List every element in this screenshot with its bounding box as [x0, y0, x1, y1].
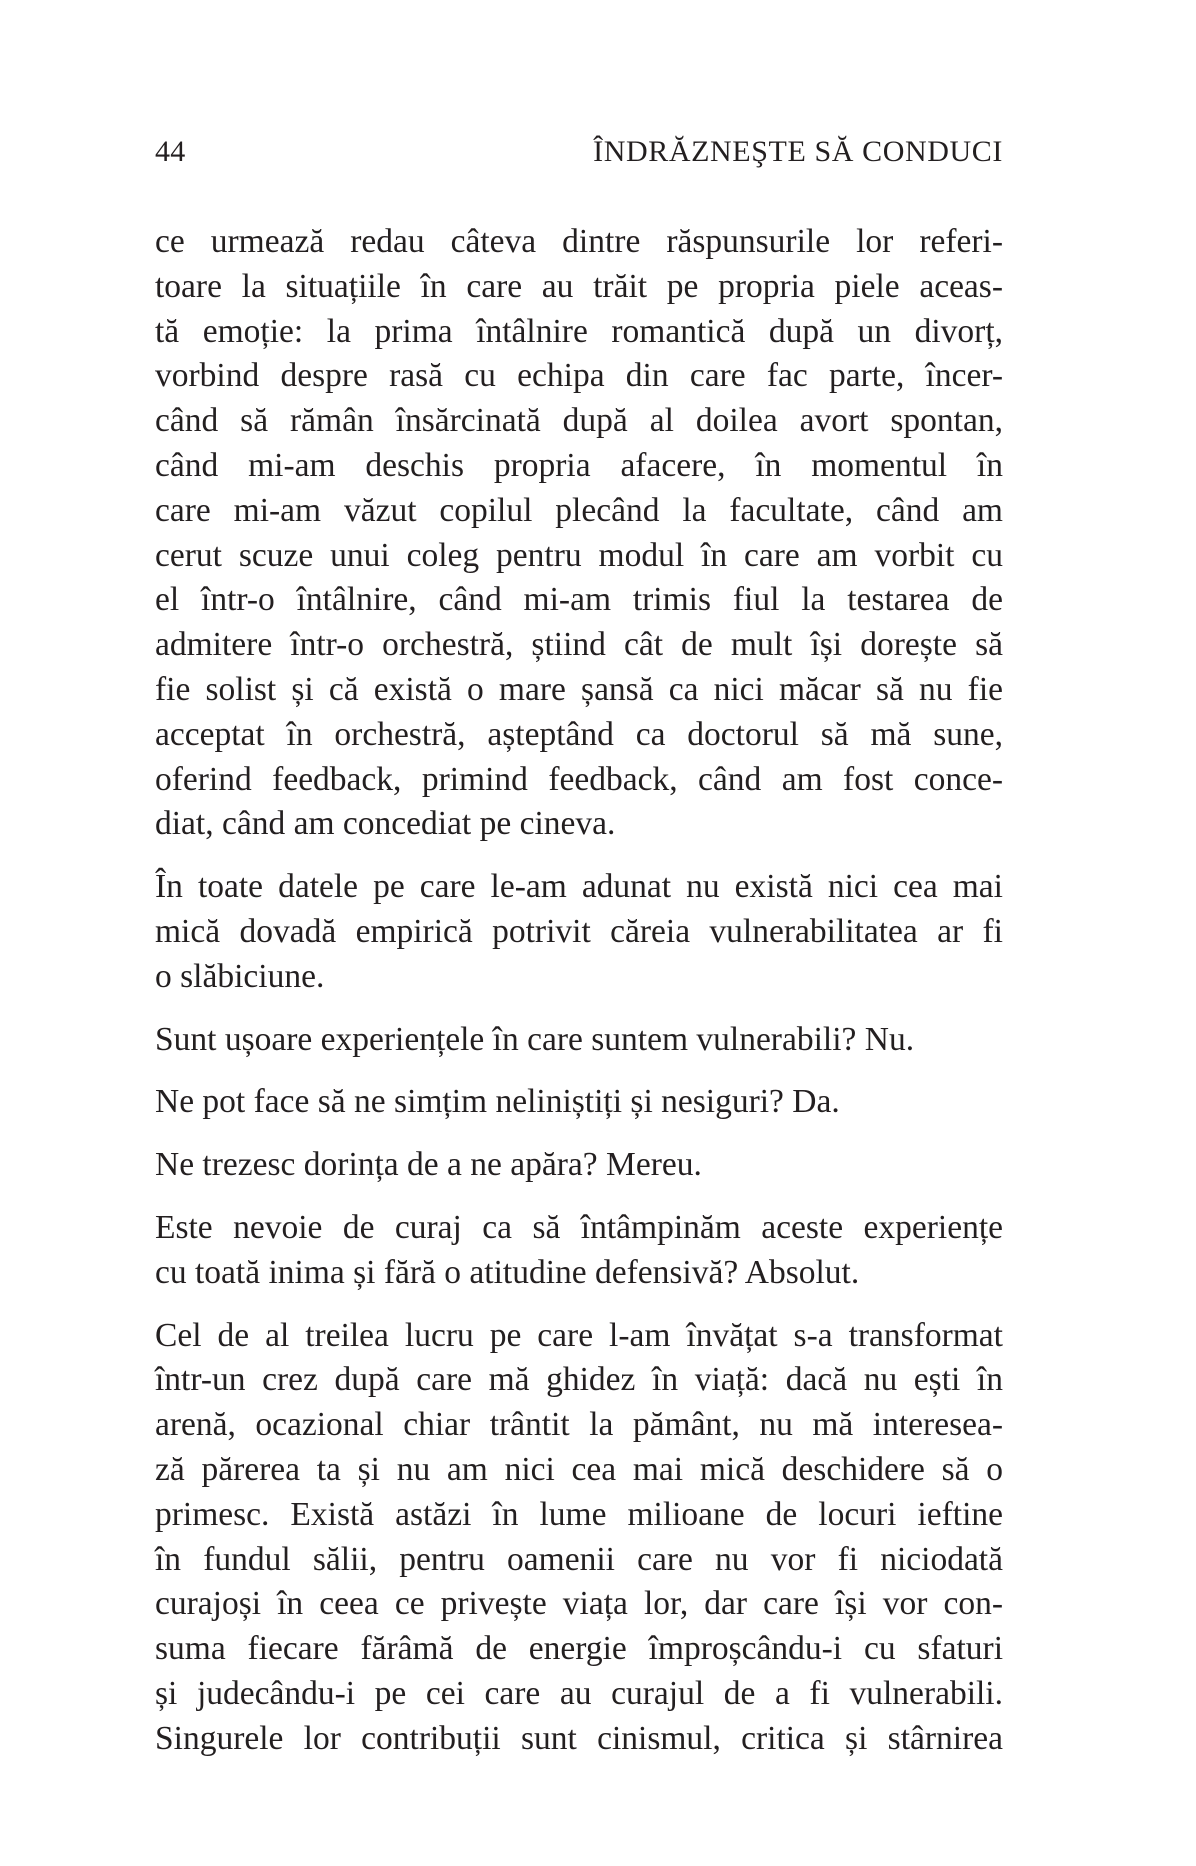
- text-line: în fundul sălii, pentru oamenii care nu vor fi niciodată: [155, 1540, 1003, 1578]
- text-line: oferind feedback, primind feedback, când am fost conce-: [155, 760, 1003, 798]
- text-line: Singurele lor contribuții sunt cinismul, critica și stârnirea: [155, 1719, 1003, 1757]
- text-line: tă emoție: la prima întâlnire romantică după un divorț,: [155, 312, 1003, 350]
- paragraph: [155, 220, 1003, 847]
- text-line: toare la situațiile în care au trăit pe propria piele aceas-: [155, 267, 1003, 305]
- text-line: primesc. Există astăzi în lume milioane de locuri ieftine: [155, 1495, 1003, 1533]
- text-line: când să rămân însărcinată după al doilea avort spontan,: [155, 402, 1003, 440]
- text-line: cu toată inima și fără o atitudine defensivă? Absolut.: [155, 1253, 860, 1291]
- text-line: Ne pot face să ne simțim neliniștiți și nesiguri? Da.: [155, 1083, 840, 1121]
- text-line: Sunt ușoare experiențele în care suntem vulnerabili? Nu.: [155, 1020, 915, 1058]
- text-line: și judecându-i pe cei care au curajul de a fi vulnerabili.: [155, 1674, 1003, 1712]
- body-text: [155, 220, 1003, 1780]
- paragraph: [155, 1314, 1003, 1762]
- text-line: În toate datele pe care le-am adunat nu există nici cea mai: [155, 868, 1003, 906]
- text-line: curajoși în ceea ce privește viața lor, dar care își vor con-: [155, 1585, 1003, 1623]
- text-line: arenă, ocazional chiar trântit la pământ, nu mă interesea-: [155, 1406, 1003, 1444]
- text-line: Cel de al treilea lucru pe care l-am învățat s-a transformat: [155, 1316, 1003, 1354]
- running-head: [155, 135, 1003, 175]
- text-line: ce urmează redau câteva dintre răspunsurile lor referi-: [155, 223, 1003, 260]
- paragraph: [155, 1080, 1003, 1125]
- text-line: fie solist și că există o mare șansă ca nici măcar să nu fie: [155, 670, 1003, 708]
- text-line: Ne trezesc dorința de a ne apăra? Mereu.: [155, 1146, 702, 1184]
- paragraph: [155, 865, 1003, 999]
- text-line: într-un crez după care mă ghidez în viață: dacă nu ești în: [155, 1361, 1003, 1399]
- paragraph: [155, 1143, 1003, 1188]
- text-line: Este nevoie de curaj ca să întâmpinăm aceste experiențe: [155, 1208, 1003, 1246]
- paragraph: [155, 1018, 1003, 1063]
- text-line: acceptat în orchestră, așteptând ca doctorul să mă sune,: [155, 715, 1003, 753]
- book-title: ÎNDRĂZNEŞTE SĂ CONDUCI: [593, 135, 1003, 168]
- text-line: care mi-am văzut copilul plecând la facultate, când am: [155, 491, 1003, 529]
- text-line: admitere într-o orchestră, știind cât de mult își dorește să: [155, 626, 1003, 664]
- text-line: mică dovadă empirică potrivit căreia vulnerabilitatea ar fi: [155, 912, 1003, 950]
- text-line: ză părerea ta și nu am nici cea mai mică deschidere să o: [155, 1450, 1003, 1488]
- text-line: o slăbiciune.: [155, 957, 325, 995]
- text-line: diat, când am concediat pe cineva.: [155, 805, 616, 843]
- text-line: el într-o întâlnire, când mi-am trimis fiul la testarea de: [155, 581, 1003, 619]
- text-line: suma fiecare fărâmă de energie împroșcându-i cu sfaturi: [155, 1630, 1003, 1668]
- text-line: vorbind despre rasă cu echipa din care fac parte, încer-: [155, 357, 1003, 395]
- page-number: 44: [155, 135, 186, 168]
- text-line: cerut scuze unui coleg pentru modul în care am vorbit cu: [155, 536, 1003, 574]
- paragraph: [155, 1206, 1003, 1296]
- text-line: când mi-am deschis propria afacere, în momentul în: [155, 446, 1003, 484]
